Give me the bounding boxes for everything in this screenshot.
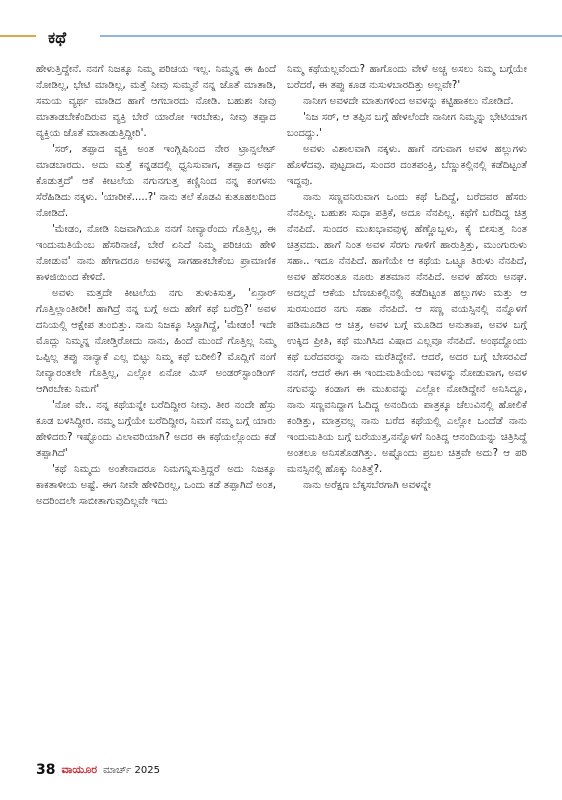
header-rule-right bbox=[100, 35, 562, 37]
paragraph: 'ನೋ ವೇ.. ನನ್ನ ಕಥೆಯನ್ನೇ ಬರೆದಿದ್ದೀರ ನೀವು. ತೀರ ನಂದೇ ಹೆಸ್ರು ಕೂಡ ಬಳಸಿದ್ದೀರ. ನಮ್ಮ ಬಗ್ಗೆಯೇ ಬರೆದಿದ್ದೀರ, ನಿಮಗೆ ನಮ್ಮ ಬಗ್ಗೆ ಯಾರು ಹೇಳಿದರು? ಇಷ್ಟೊಂದು ವಿಲಾವರಿಯಾಗಿ? ಅದರ ಈ ಕಥೆಯಲ್ಲೊಂದು ಕಡೆ ತಪ್ಪಾಗಿದೆ' bbox=[36, 400, 276, 459]
paragraph: ನಾನು ಅರೆಕ್ಷಣ ಬೆಕ್ಕಸಬೆರಗಾಗಿ ಅವಳನ್ನೇ bbox=[303, 480, 432, 491]
magazine-logo: ವಾಯೂರ bbox=[61, 763, 98, 776]
header-rule-left bbox=[0, 35, 36, 37]
paragraph: ನಾನು ಸಣ್ಣವನಿರುವಾಗ ಒಂದು ಕಥೆ ಓದಿದ್ದೆ, ಬರೆದವರ ಹೆಸರು ನೆನಪಿಲ್ಲ. ಬಹುಶಃ ಸುಧಾ ಪತ್ರಿಕೆ, ಅದೂ ನೆನಪಿಲ್ಲ. ಕಥೆಗೆ ಬರೆದಿದ್ದ ಚಿತ್ರ ನೆನಪಿದೆ. ಸುಂದರ ಮುಖಭಾವವುಳ್ಳ ಹೆಣ್ಣೊಬ್ಬಳು, ಕೈ ಬೀಸುತ್ತ ನಿಂತ ಚಿತ್ರವದು. ಹಾಗೆ ನಿಂತ ಅವಳ ಸೆರಗು ಗಾಳಿಗೆ ಹಾರುತ್ತಿತ್ತು, ಮುಂಗುರುಳು ಸಹಾ.. ಇದೂ ನೆನಪಿದೆ. ಹಾಗೆಯೇ ಆ ಕಥೆಯ ಒಟ್ಟೂ ತಿರುಳು ನೆನಪಿದೆ, ಅವಳ ಹೆಸರಂತೂ ನೂರು ಶತಮಾನ ನೆನಪಿದೆ. ಅವಳ ಹೆಸರು ಅನಘ. ಅದಲ್ಲದೆ ಆಕೆಯ ಬೆಣಚುಕಲ್ಲಿನಲ್ಲಿ ಕಡೆದಿಟ್ಟಂತ ಹಲ್ಲುಗಳು ಮತ್ತು ಆ ಸುರಸುಂದರ ನಗು ಸಹಾ ನೆನಪಿದೆ. ಆ ಸಣ್ಣ ವಯಸ್ಸಿನಲ್ಲಿ ನನ್ನೊಳಗೆ ಪಡಿಮೂಡಿದ ಆ ಚಿತ್ರ, ಅವಳ ಬಗ್ಗೆ ಮೂಡಿದ ಅನುತಾಪ, ಅವಳ ಬಗ್ಗೆ ಉಕ್ಕಿದ ಪ್ರೀತಿ, ಕಥೆ ಮುಗಿಸಿದ ವಿಷಾದ ಎಲ್ಲವೂ ನೆನಪಿದೆ. ಅಂಥದ್ದೊಂದು ಕಥೆ ಬರೆದವರನ್ನು ನಾನು ಮರೆತಿದ್ದೇನೆ. ಆದರೆ, ಅದರ ಬಗ್ಗೆ ಬೇಸರವಿದೆ ನನಗೆ, ಆದರೆ ಈಗ ಈ ಇಂದುಮತಿಯೆಂಬ ಇವಳನ್ನು ನೋಡುವಾಗ, ಅವಳ ನಗುವನ್ನು ಕಂಡಾಗ ಈ ಮುಖವನ್ನು ಎಲ್ಲೋ ನೋಡಿದ್ದೇನೆ ಅನಿಸಿದ್ದೂ, ನಾನು ಸಣ್ಣವನಿದ್ದಾಗ ಓದಿದ್ದ ಅನಂದಿಯ ಪಾತ್ರಕ್ಕೂ ಚೆಲುವಿನಲ್ಲಿ ಹೋಲಿಕೆ ಕಂಡಿತ್ತು, ಮಾತ್ರವಲ್ಲ ನಾನು ಬರೆದ ಕಥೆಯಲ್ಲಿ ಎಲ್ಲೋ ಒಂದೆಡೆ ನಾನು ಇಂದುಮತಿಯ ಬಗ್ಗೆ ಬರೆಯುತ್ತ,ನನ್ನೊಳಗೆ ನಿಂತಿದ್ದ ಆನಂದಿಯನ್ನು ಚಿತ್ರಿಸಿದ್ದೆ ಅಂತಲೂ ಅನಿಸತೊಡಗಿತ್ತು. ಅಷ್ಟೊಂದು ಪ್ರಬಲ ಚಿತ್ರವೇ ಅದು? ಆ ಪರಿ ಮನಸ್ಸಿನಲ್ಲಿ ಹೊಕ್ಕು ನಿಂತಿತ್ತೆ?. bbox=[287, 192, 527, 475]
section-title: ಕಥೆ bbox=[42, 28, 72, 48]
left-column bbox=[36, 62, 276, 510]
paragraph: ಅವಳು ವಿಶಾಲವಾಗಿ ನಕ್ಕಳು. ಹಾಗೆ ನಗುವಾಗ ಅವಳ ಹಲ್ಲುಗಳು ಹೊಳೆದವು. ಪುಟ್ಟದಾದ, ಸುಂದರ ದಂತಪಂಕ್ತಿ, ಬೆಣ್ಣುಕಲ್ಲಿನಲ್ಲಿ ಕಡೆದಿಟ್ಟಂತೆ ಇದ್ದವು. bbox=[287, 144, 527, 187]
page-number: 38 bbox=[36, 762, 56, 778]
paragraph: 'ನಿಜ ಸರ್, ಆ ತಪ್ಪಿನ ಬಗ್ಗೆ ಹೇಳಲೆಂದೇ ನಾನೀಗ ನಿಮ್ಮನ್ನು ಭೇಟಿಯಾಗ ಬಂದದ್ದು.' bbox=[287, 112, 527, 139]
paragraph: ಅವಳು ಮತ್ತದೇ ಕೀಟಲೆಯ ನಗು ತುಳುಕಿಸುತ್ತ, 'ಏನ್ರಾರ್ ಗೊತ್ತಿಲ್ಲಾಂತೀರೀ! ಹಾಗಿದ್ರೆ ನನ್ನ ಬಗ್ಗೆ ಅದು ಹೇಗೆ ಕಥೆ ಬರೆದ್ರಿ?' ಅವಳ ದನಿಯಲ್ಲಿ ಆಕ್ಷೇಪ ತುಂಬಿತ್ತು. ನಾನು ನಿಜಕ್ಕೂ ಸಿಟ್ಟಾಗಿದ್ದೆ, 'ಮೇಡಂ! ಇದೇ ಮೊದ್ಲು ನಿಮ್ಮನ್ನ ನೋಡ್ತಿರೋದು ನಾನು, ಹಿಂದೆ ಮುಂದೆ ಗೊತ್ತಿಲ್ಲ ನಿಮ್ಮ ಒಪ್ಪಿಲ್ಲ ತಪ್ಪು ನಾನ್ಯಾಕೆ ಎಲ್ಲ ಬಿಟ್ಟು ನಿಮ್ಮ ಕಥೆ ಬರೀಲಿ? ಮೊದ್ಲಿಗೆ ನಂಗೆ ನೀವ್ಯಾರಂತಲೇ ಗೊತ್ತಿಲ್ಲ, ಎಲ್ಲೋ ಏನೋ ಮಿಸ್ ಅಂಡರ್‌ಸ್ಟಾಂಡಿಂಗ್ ಆಗಿರಬೇಕು ನಿಮಗೆ' bbox=[36, 288, 276, 395]
paragraph: ನಿಮ್ಮ ಕಥೆಯಲ್ಲವೆಂದು? ಹಾಗೊಂದು ವೇಳೆ ಅಚ್ಚ ಅಸಲು ನಿಮ್ಮ ಬಗ್ಗೆಯೇ ಬರೆದರೆ, ಈ ತಪ್ಪು ಕೂಡ ನುಸುಳಬಾರದಿತ್ತು ಅಲ್ಲವೇ?' bbox=[287, 64, 527, 91]
paragraph: 'ಸರ್, ತಪ್ಪಾದ ವ್ಯಕ್ತಿ ಅಂತ ಇಂಗ್ಲಿಷಿನಿಂದ ನೇರ ಟ್ರಾನ್ಸಲೇಟ್ ಮಾಡಬಾರದು. ಅದು ಮತ್ತೆ ಕನ್ನಡದಲ್ಲಿ ಧ್ವನಿಸುವಾಗ, ತಪ್ಪಾದ ಅರ್ಥ ಕೊಡುತ್ತದೆ' ಆಕೆ ಕೀಟಲೆಯ ನಗುನಗುತ್ತ ಕಣ್ಣಿನಿಂದ ನನ್ನ ಕಂಗಳನು ಸೆರೆಹಿಡಿದು ನಕ್ಕಳು. 'ಯಾರೀಕೆ.....?' ನಾನು ತಲೆ ಕೊಡವಿ ಕುತೂಹಲದಿಂದ ನೋಡಿದೆ. bbox=[36, 144, 276, 219]
right-column bbox=[287, 62, 527, 494]
paragraph: ನಾನೀಗ ಅವಳದೇ ಮಾತುಗಳಿಂದ ಅವಳನ್ನು ಕಟ್ಟಿಹಾಕಲು ನೋಡಿದೆ. bbox=[303, 96, 514, 107]
issue-date: ಮಾರ್ಚ್ 2025 bbox=[103, 764, 160, 776]
paragraph: 'ಮೇಡಂ, ನೋಡಿ ನಿಜವಾಗಿಯೂ ನನಗೆ ನೀವ್ಯಾರೆಂದು ಗೊತ್ತಿಲ್ಲ, ಈ ಇಂದುಮತಿಯೆಂಬ ಹೆಸರಿನಾಚೆ, ಬೇರೆ ಏನಿದೆ ನಿಮ್ಮ ಪರಿಚಯ ಹೇಳಿ ನೋಡುವ' ನಾನು ಹೇಗಾದರೂ ಅವಳನ್ನ ಸಾಗಹಾಕಬೇಕೆಂಬ ಪ್ರಾಮಾಣಿಕ ಕಾಳಜಿಯಿಂದ ಕೇಳಿದೆ. bbox=[36, 224, 276, 283]
paragraph: ಹೇಳುತ್ತಿದ್ದೇನೆ. ನನಗೆ ನಿಜಕ್ಕೂ ನಿಮ್ಮ ಪರಿಚಯ ಇಲ್ಲ. ನಿಮ್ಮನ್ನ ಈ ಹಿಂದೆ ನೋಡಿಲ್ಲ, ಭೇಟಿ ಮಾಡಿಲ್ಲ, ಮತ್ತೆ ನೀವು ಸುಮ್ಮನೆ ನನ್ನ ಜೊತೆ ಮಾತಾಡಿ, ಸಮಯ ವ್ಯರ್ಥ ಮಾಡಿದ ಹಾಗೆ ಆಗಬಾರದು ನೋಡಿ. ಬಹುಶಃ ನೀವು ಮಾತಾಡಬೇಕೆಂದಿರುವ ವ್ಯಕ್ತಿ ಬೇರೆ ಯಾರೋ ಇರಬೇಕು, ನೀವು ತಪ್ಪಾದ ವ್ಯಕ್ತಿಯ ಜೊತೆ ಮಾತಾಡುತ್ತಿದ್ದೀರಿ'. bbox=[36, 64, 276, 139]
page-footer bbox=[36, 762, 160, 778]
paragraph: 'ಕಥೆ ನಿಮ್ಮದು ಅಂತೇನಾದರೂ ನಿಮಗನ್ನಿಸುತ್ತಿದ್ದರೆ ಅದು ನಿಜಕ್ಕೂ ಕಾಕತಾಳೀಯ ಅಷ್ಟೆ. ಈಗ ನೀವೇ ಹೇಳಿದಿರಲ್ಲ, ಒಂದು ಕಡೆ ತಪ್ಪಾಗಿದೆ ಅಂತ, ಅದರಿಂದಲೇ ಸಾಬೀತಾಗುವುದಿಲ್ಲವೇ ಇದು bbox=[36, 464, 276, 507]
